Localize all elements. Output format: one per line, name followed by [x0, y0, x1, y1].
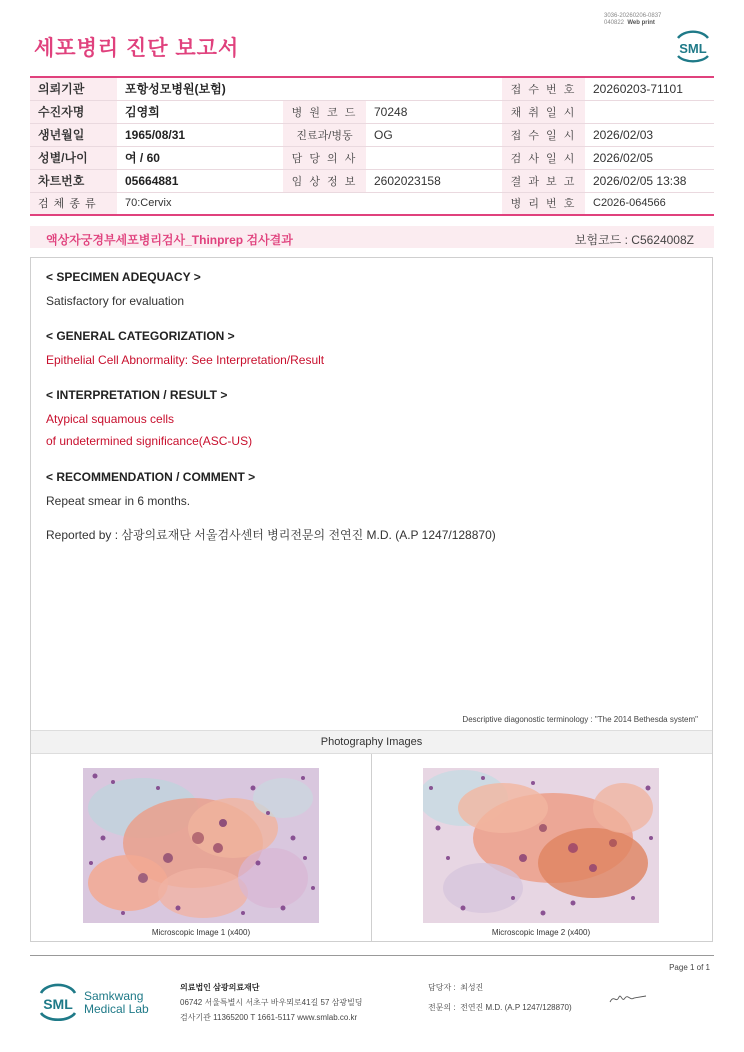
label-birth-date: 생년월일	[30, 123, 117, 146]
label-department: 진료과/병동	[283, 123, 366, 146]
test-name-bar	[30, 226, 714, 248]
print-code	[604, 13, 661, 27]
section-title: < INTERPRETATION / RESULT >	[46, 388, 228, 402]
section-title: < GENERAL CATEGORIZATION >	[46, 329, 235, 343]
organization-info	[180, 980, 363, 1025]
print-code-line1: 3036-20260206-0837	[604, 13, 662, 19]
patient-info-table	[30, 76, 714, 216]
label-patient-name: 수진자명	[30, 100, 117, 123]
sml-footer-logo-text: SML	[43, 996, 73, 1012]
label-result-report: 결 과 보 고	[502, 169, 585, 192]
result-panel	[30, 257, 713, 942]
sml-logo	[672, 26, 714, 64]
value-received-date: 2026/02/03	[585, 123, 714, 146]
adequacy-text: Satisfactory for evaluation	[46, 294, 185, 308]
test-name: 액상자궁경부세포병리검사_Thinprep 검사결과	[46, 233, 293, 247]
section-title: < SPECIMEN ADEQUACY >	[46, 270, 201, 284]
brand-line2: Medical Lab	[84, 1002, 149, 1016]
section-recommendation	[46, 470, 255, 512]
photography-header: Photography Images	[31, 730, 712, 754]
info-row	[30, 169, 714, 192]
report-title: 세포병리 진단 보고서	[34, 37, 240, 60]
value-requesting-institution: 포항성모병원(보험)	[117, 77, 283, 100]
value-hospital-code: 70248	[366, 100, 502, 123]
terminology-note: Descriptive diagonostic terminology : "The 2014 Bethesda system"	[462, 715, 698, 724]
interpretation-line2: of undetermined significance(ASC-US)	[46, 434, 253, 448]
info-row	[30, 146, 714, 169]
label-sex-age: 성별/나이	[30, 146, 117, 169]
label-clinical-info: 임 상 정 보	[283, 169, 366, 192]
org-address: 06742 서울특별시 서초구 바우뫼로41길 57 삼광빌딩	[180, 998, 363, 1007]
section-general-categorization	[46, 329, 324, 371]
photo-divider	[371, 754, 372, 942]
value-sex-age: 여 / 60	[117, 146, 283, 169]
info-row	[30, 77, 714, 100]
value-clinical-info: 2602023158	[366, 169, 502, 192]
value-specimen-type: 70:Cervix	[117, 192, 283, 215]
print-type: Web print	[627, 20, 655, 26]
insurance-code: 보험코드 : C5624008Z	[574, 233, 694, 247]
label-chart-number: 차트번호	[30, 169, 117, 192]
value-physician	[366, 146, 502, 169]
brand-name	[84, 990, 149, 1016]
org-contact: 검사기관 11365200 T 1661-5117 www.smlab.co.kr	[180, 1013, 358, 1022]
value-test-date: 2026/02/05	[585, 146, 714, 169]
value-collection-date	[585, 100, 714, 123]
section-title: < RECOMMENDATION / COMMENT >	[46, 470, 256, 484]
label-hospital-code: 병 원 코 드	[283, 100, 366, 123]
info-row	[30, 192, 714, 215]
info-row	[30, 100, 714, 123]
section-specimen-adequacy	[46, 270, 201, 312]
image-caption-1: Microscopic Image 1 (x400)	[151, 928, 251, 937]
brand-line1: Samkwang	[84, 989, 144, 1003]
label-pathology-number: 병 리 번 호	[502, 192, 585, 215]
responsible-staff	[428, 980, 572, 1015]
value-pathology-number: C2026-064566	[585, 192, 714, 215]
specialist-label: 전문의 :	[428, 1003, 456, 1012]
label-physician: 담 당 의 사	[283, 146, 366, 169]
page-number: Page 1 of 1	[669, 963, 710, 972]
org-name: 의료법인 삼광의료재단	[180, 983, 260, 992]
specialist-name: 전연진 M.D. (A.P 1247/128870)	[460, 1003, 572, 1012]
label-accession-number: 접 수 번 호	[502, 77, 585, 100]
signature	[608, 992, 648, 1006]
value-result-report: 2026/02/05 13:38	[585, 169, 714, 192]
value-birth-date: 1965/08/31	[117, 123, 283, 146]
sml-logo-text: SML	[679, 41, 707, 56]
value-department: OG	[366, 123, 502, 146]
info-row	[30, 123, 714, 146]
sml-footer-logo	[36, 980, 80, 1022]
staff-name: 최성진	[460, 983, 484, 992]
image-caption-2: Microscopic Image 2 (x400)	[491, 928, 591, 937]
label-requesting-institution: 의뢰기관	[30, 77, 117, 100]
label-collection-date: 채 취 일 시	[502, 100, 585, 123]
staff-label: 담당자 :	[428, 983, 456, 992]
print-code-line2: 040822	[604, 20, 625, 26]
recommendation-text: Repeat smear in 6 months.	[46, 494, 191, 508]
microscopic-image-1	[83, 768, 319, 923]
value-accession-number: 20260203-71101	[585, 77, 714, 100]
label-received-date: 접 수 일 시	[502, 123, 585, 146]
value-chart-number: 05664881	[117, 169, 283, 192]
interpretation-line1: Atypical squamous cells	[46, 412, 175, 426]
section-interpretation	[46, 388, 252, 452]
footer-divider	[30, 955, 714, 956]
reported-by: Reported by : 삼광의료재단 서울검사센터 병리전문의 전연진 M.D. (A.P 1247/128870)	[46, 528, 496, 542]
label-specimen-type: 검 체 종 류	[30, 192, 117, 215]
category-text: Epithelial Cell Abnormality: See Interpretation/Result	[46, 353, 325, 367]
microscopic-image-2	[423, 768, 659, 923]
value-patient-name: 김영희	[117, 100, 283, 123]
label-test-date: 검 사 일 시	[502, 146, 585, 169]
